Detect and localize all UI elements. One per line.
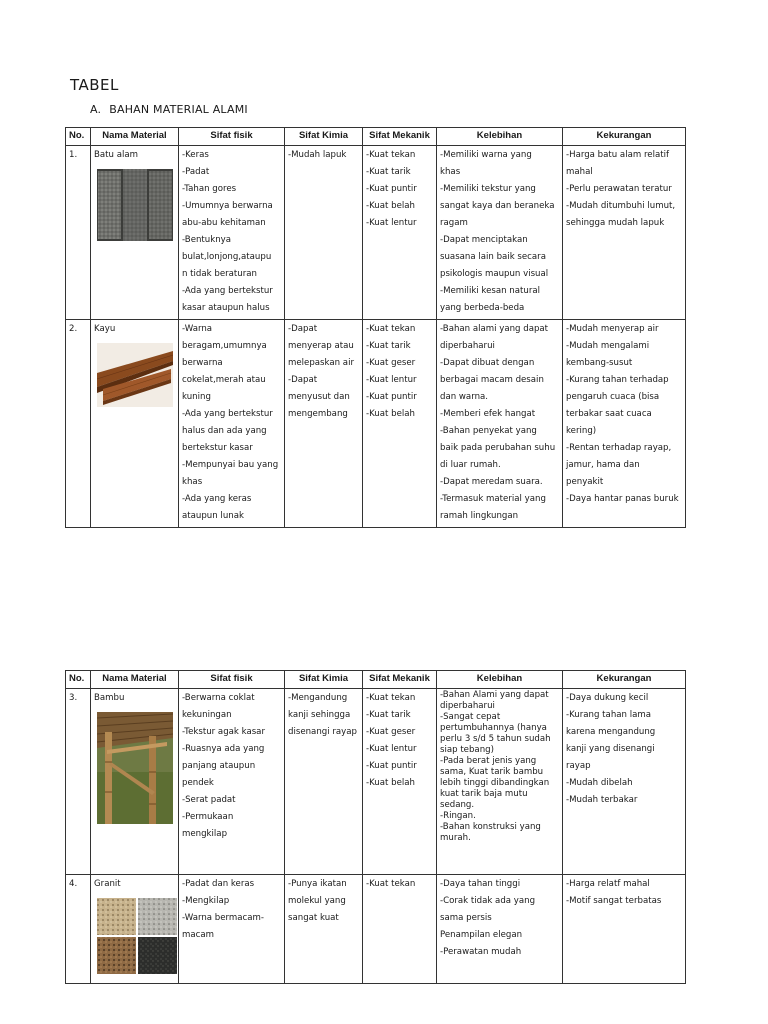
mekanik-line: -Kuat lentur: [366, 375, 417, 385]
kekurangan-line: -Mudah ditumbuhi lumut,: [566, 201, 676, 211]
header-no: No.: [66, 128, 91, 146]
fisik-line: -Bentuknya: [182, 235, 232, 245]
kelebihan-line: -Bahan penyekat yang: [440, 426, 537, 436]
cell-kekurangan: [563, 146, 686, 320]
kelebihan-line: -Ringan.: [440, 811, 476, 821]
table-row: [66, 689, 686, 875]
fisik-line: abu-abu kehitaman: [182, 218, 266, 228]
cell-kelebihan: [437, 875, 563, 984]
kelebihan-line: sangat kaya dan beraneka: [440, 201, 555, 211]
kelebihan-line: sama, Kuat tarik bambu: [440, 767, 544, 777]
cell-kelebihan: [437, 320, 563, 528]
cell-kimia: [285, 875, 363, 984]
kekurangan-line: -Mudah menyerap air: [566, 324, 659, 334]
fisik-line: khas: [182, 477, 203, 487]
kelebihan-line: -Dapat menciptakan: [440, 235, 528, 245]
cell-fisik: [179, 689, 285, 875]
kimia-line: -Mengandung: [288, 693, 348, 703]
fisik-line: berwarna: [182, 358, 223, 368]
kekurangan-line: rayap: [566, 761, 591, 771]
fisik-line: -Mempunyai bau yang: [182, 460, 279, 470]
kelebihan-line: -Memiliki tekstur yang: [440, 184, 536, 194]
kekurangan-line: -Daya dukung kecil: [566, 693, 649, 703]
fisik-line: kekuningan: [182, 710, 232, 720]
kimia-line: molekul yang: [288, 896, 346, 906]
fisik-line: -Keras: [182, 150, 209, 160]
fisik-line: panjang ataupun: [182, 761, 256, 771]
kekurangan-line: -Motif sangat terbatas: [566, 896, 662, 906]
kekurangan-line: terbakar saat cuaca: [566, 409, 652, 419]
fisik-line: -Tahan gores: [182, 184, 237, 194]
mekanik-line: -Kuat puntir: [366, 392, 417, 402]
material-table-part-2: [65, 670, 686, 984]
section-heading: [90, 103, 248, 116]
kelebihan-line: -Perawatan mudah: [440, 947, 522, 957]
table-row: [66, 320, 686, 528]
kelebihan-line: -Bahan konstruksi yang: [440, 822, 541, 832]
kekurangan-line: -Daya hantar panas buruk: [566, 494, 679, 504]
header-nama-material: Nama Material: [91, 671, 179, 689]
fisik-line: -Mengkilap: [182, 896, 230, 906]
material-name: Kayu: [94, 324, 116, 334]
cell-fisik: [179, 320, 285, 528]
mekanik-line: -Kuat tekan: [366, 150, 416, 160]
kelebihan-line: siap tebang): [440, 745, 494, 755]
table-row: [66, 146, 686, 320]
wood-photo: [97, 343, 175, 414]
kimia-line: kanji sehingga: [288, 710, 351, 720]
fisik-line: -Warna bermacam-: [182, 913, 265, 923]
table-header-row: [66, 128, 686, 146]
granite-photo: [97, 898, 175, 981]
kekurangan-line: -Rentan terhadap rayap,: [566, 443, 672, 453]
material-name: Granit: [94, 879, 121, 889]
stone-photo: [97, 169, 175, 248]
kelebihan-line: yang berbeda-beda: [440, 303, 525, 313]
mekanik-line: -Kuat tekan: [366, 693, 416, 703]
kekurangan-line: kering): [566, 426, 597, 436]
fisik-line: macam: [182, 930, 214, 940]
fisik-line: -Padat dan keras: [182, 879, 255, 889]
kelebihan-line: Penampilan elegan: [440, 930, 523, 940]
kelebihan-line: ragam: [440, 218, 468, 228]
kelebihan-line: suasana lain baik secara: [440, 252, 546, 262]
kekurangan-line: -Harga batu alam relatif: [566, 150, 670, 160]
kelebihan-line: -Bahan Alami yang dapat: [440, 690, 549, 700]
fisik-line: ataupun lunak: [182, 511, 244, 521]
kimia-line: -Dapat: [288, 324, 318, 334]
mekanik-line: -Kuat belah: [366, 201, 415, 211]
kekurangan-line: jamur, hama dan: [566, 460, 640, 470]
kelebihan-line: -Dapat meredam suara.: [440, 477, 543, 487]
cell-material: [91, 320, 179, 528]
kimia-line: menyerap atau: [288, 341, 354, 351]
material-table-part-1: [65, 127, 686, 528]
kelebihan-line: sama persis: [440, 913, 492, 923]
fisik-line: bertekstur kasar: [182, 443, 253, 453]
kekurangan-line: -Kurang tahan terhadap: [566, 375, 669, 385]
fisik-line: -Ruasnya ada yang: [182, 744, 265, 754]
mekanik-line: -Kuat belah: [366, 778, 415, 788]
kimia-line: mengembang: [288, 409, 348, 419]
kekurangan-line: -Mudah dibelah: [566, 778, 633, 788]
cell-kimia: [285, 689, 363, 875]
header-nama-material: Nama Material: [91, 128, 179, 146]
mekanik-line: -Kuat geser: [366, 358, 416, 368]
kelebihan-line: -Dapat dibuat dengan: [440, 358, 535, 368]
cell-no: 4.: [66, 875, 91, 984]
cell-no: 1.: [66, 146, 91, 320]
cell-material: [91, 146, 179, 320]
mekanik-line: -Kuat tarik: [366, 167, 411, 177]
kelebihan-line: berbagai macam desain: [440, 375, 544, 385]
cell-fisik: [179, 146, 285, 320]
fisik-line: bulat,lonjong,ataupu: [182, 252, 272, 262]
fisik-line: -Ada yang keras: [182, 494, 252, 504]
cell-kekurangan: [563, 320, 686, 528]
cell-mekanik: [363, 875, 437, 984]
kekurangan-line: kembang-susut: [566, 358, 633, 368]
kekurangan-line: -Harga relatf mahal: [566, 879, 650, 889]
material-name: Bambu: [94, 693, 125, 703]
kelebihan-line: -Sangat cepat: [440, 712, 501, 722]
header-sifat-kimia: Sifat Kimia: [285, 671, 363, 689]
mekanik-line: -Kuat puntir: [366, 184, 417, 194]
kelebihan-line: -Memberi efek hangat: [440, 409, 536, 419]
cell-mekanik: [363, 146, 437, 320]
kelebihan-line: perlu 3 s/d 5 tahun sudah: [440, 734, 551, 744]
kelebihan-line: sedang.: [440, 800, 475, 810]
table-row: [66, 875, 686, 984]
kimia-line: -Dapat: [288, 375, 318, 385]
header-sifat-mekanik: Sifat Mekanik: [363, 671, 437, 689]
header-no: No.: [66, 671, 91, 689]
fisik-line: kasar ataupun halus: [182, 303, 270, 313]
kelebihan-line: di luar rumah.: [440, 460, 501, 470]
cell-material: [91, 689, 179, 875]
kelebihan-line: kuat tarik baja mutu: [440, 789, 528, 799]
cell-mekanik: [363, 689, 437, 875]
kelebihan-line: -Memiliki kesan natural: [440, 286, 541, 296]
kelebihan-line: -Daya tahan tinggi: [440, 879, 521, 889]
cell-no: 2.: [66, 320, 91, 528]
fisik-line: halus dan ada yang: [182, 426, 267, 436]
header-kekurangan: Kekurangan: [563, 128, 686, 146]
header-sifat-mekanik: Sifat Mekanik: [363, 128, 437, 146]
kelebihan-line: diperbaharui: [440, 701, 495, 711]
fisik-line: -Serat padat: [182, 795, 236, 805]
kelebihan-line: khas: [440, 167, 461, 177]
kimia-line: disenangi rayap: [288, 727, 357, 737]
fisik-line: -Berwarna coklat: [182, 693, 255, 703]
mekanik-line: -Kuat puntir: [366, 761, 417, 771]
kekurangan-line: karena mengandung: [566, 727, 656, 737]
cell-kimia: [285, 146, 363, 320]
cell-kelebihan: [437, 146, 563, 320]
cell-kimia: [285, 320, 363, 528]
fisik-line: -Ada yang bertekstur: [182, 286, 273, 296]
kelebihan-line: murah.: [440, 833, 471, 843]
header-sifat-fisik: Sifat fisik: [179, 671, 285, 689]
kelebihan-line: -Bahan alami yang dapat: [440, 324, 549, 334]
cell-fisik: [179, 875, 285, 984]
fisik-line: -Tekstur agak kasar: [182, 727, 265, 737]
kelebihan-line: -Corak tidak ada yang: [440, 896, 536, 906]
kimia-line: -Mudah lapuk: [288, 150, 347, 160]
bamboo-photo: [97, 712, 175, 831]
header-sifat-fisik: Sifat fisik: [179, 128, 285, 146]
kimia-line: -Punya ikatan: [288, 879, 347, 889]
kelebihan-line: lebih tinggi dibandingkan: [440, 778, 550, 788]
kekurangan-line: sehingga mudah lapuk: [566, 218, 665, 228]
fisik-line: -Ada yang bertekstur: [182, 409, 273, 419]
table-header-row: [66, 671, 686, 689]
kelebihan-line: -Pada berat jenis yang: [440, 756, 537, 766]
kekurangan-line: -Mudah mengalami: [566, 341, 650, 351]
fisik-line: -Permukaan: [182, 812, 234, 822]
fisik-line: beragam,umumnya: [182, 341, 267, 351]
mekanik-line: -Kuat belah: [366, 409, 415, 419]
fisik-line: cokelat,merah atau: [182, 375, 266, 385]
kekurangan-line: pengaruh cuaca (bisa: [566, 392, 660, 402]
kelebihan-line: dan warna.: [440, 392, 489, 402]
kimia-line: sangat kuat: [288, 913, 339, 923]
mekanik-line: -Kuat tekan: [366, 324, 416, 334]
page-title: TABEL: [70, 76, 119, 94]
fisik-line: n tidak beraturan: [182, 269, 257, 279]
mekanik-line: -Kuat tarik: [366, 710, 411, 720]
fisik-line: -Umumnya berwarna: [182, 201, 273, 211]
cell-no: 3.: [66, 689, 91, 875]
header-kelebihan: Kelebihan: [437, 671, 563, 689]
kelebihan-line: -Memiliki warna yang: [440, 150, 532, 160]
mekanik-line: -Kuat tekan: [366, 879, 416, 889]
kekurangan-line: -Kurang tahan lama: [566, 710, 652, 720]
kelebihan-line: baik pada perubahan suhu: [440, 443, 556, 453]
kelebihan-line: ramah lingkungan: [440, 511, 519, 521]
kekurangan-line: mahal: [566, 167, 593, 177]
kekurangan-line: kanji yang disenangi: [566, 744, 655, 754]
fisik-line: -Warna: [182, 324, 213, 334]
fisik-line: kuning: [182, 392, 211, 402]
kekurangan-line: -Mudah terbakar: [566, 795, 638, 805]
kelebihan-line: pertumbuhannya (hanya: [440, 723, 547, 733]
header-kelebihan: Kelebihan: [437, 128, 563, 146]
kekurangan-line: -Perlu perawatan teratur: [566, 184, 672, 194]
cell-mekanik: [363, 320, 437, 528]
header-sifat-kimia: Sifat Kimia: [285, 128, 363, 146]
mekanik-line: -Kuat lentur: [366, 218, 417, 228]
kimia-line: melepaskan air: [288, 358, 354, 368]
cell-kekurangan: [563, 689, 686, 875]
mekanik-line: -Kuat tarik: [366, 341, 411, 351]
fisik-line: -Padat: [182, 167, 210, 177]
cell-kelebihan: [437, 689, 563, 875]
section-letter: A.: [90, 103, 102, 116]
cell-kekurangan: [563, 875, 686, 984]
fisik-line: mengkilap: [182, 829, 228, 839]
mekanik-line: -Kuat lentur: [366, 744, 417, 754]
kimia-line: menyusut dan: [288, 392, 350, 402]
mekanik-line: -Kuat geser: [366, 727, 416, 737]
kelebihan-line: diperbaharui: [440, 341, 495, 351]
material-name: Batu alam: [94, 150, 139, 160]
fisik-line: pendek: [182, 778, 214, 788]
section-title: BAHAN MATERIAL ALAMI: [109, 103, 248, 116]
kelebihan-line: -Termasuk material yang: [440, 494, 546, 504]
cell-material: [91, 875, 179, 984]
kelebihan-line: psikologis maupun visual: [440, 269, 549, 279]
header-kekurangan: Kekurangan: [563, 671, 686, 689]
kekurangan-line: penyakit: [566, 477, 604, 487]
